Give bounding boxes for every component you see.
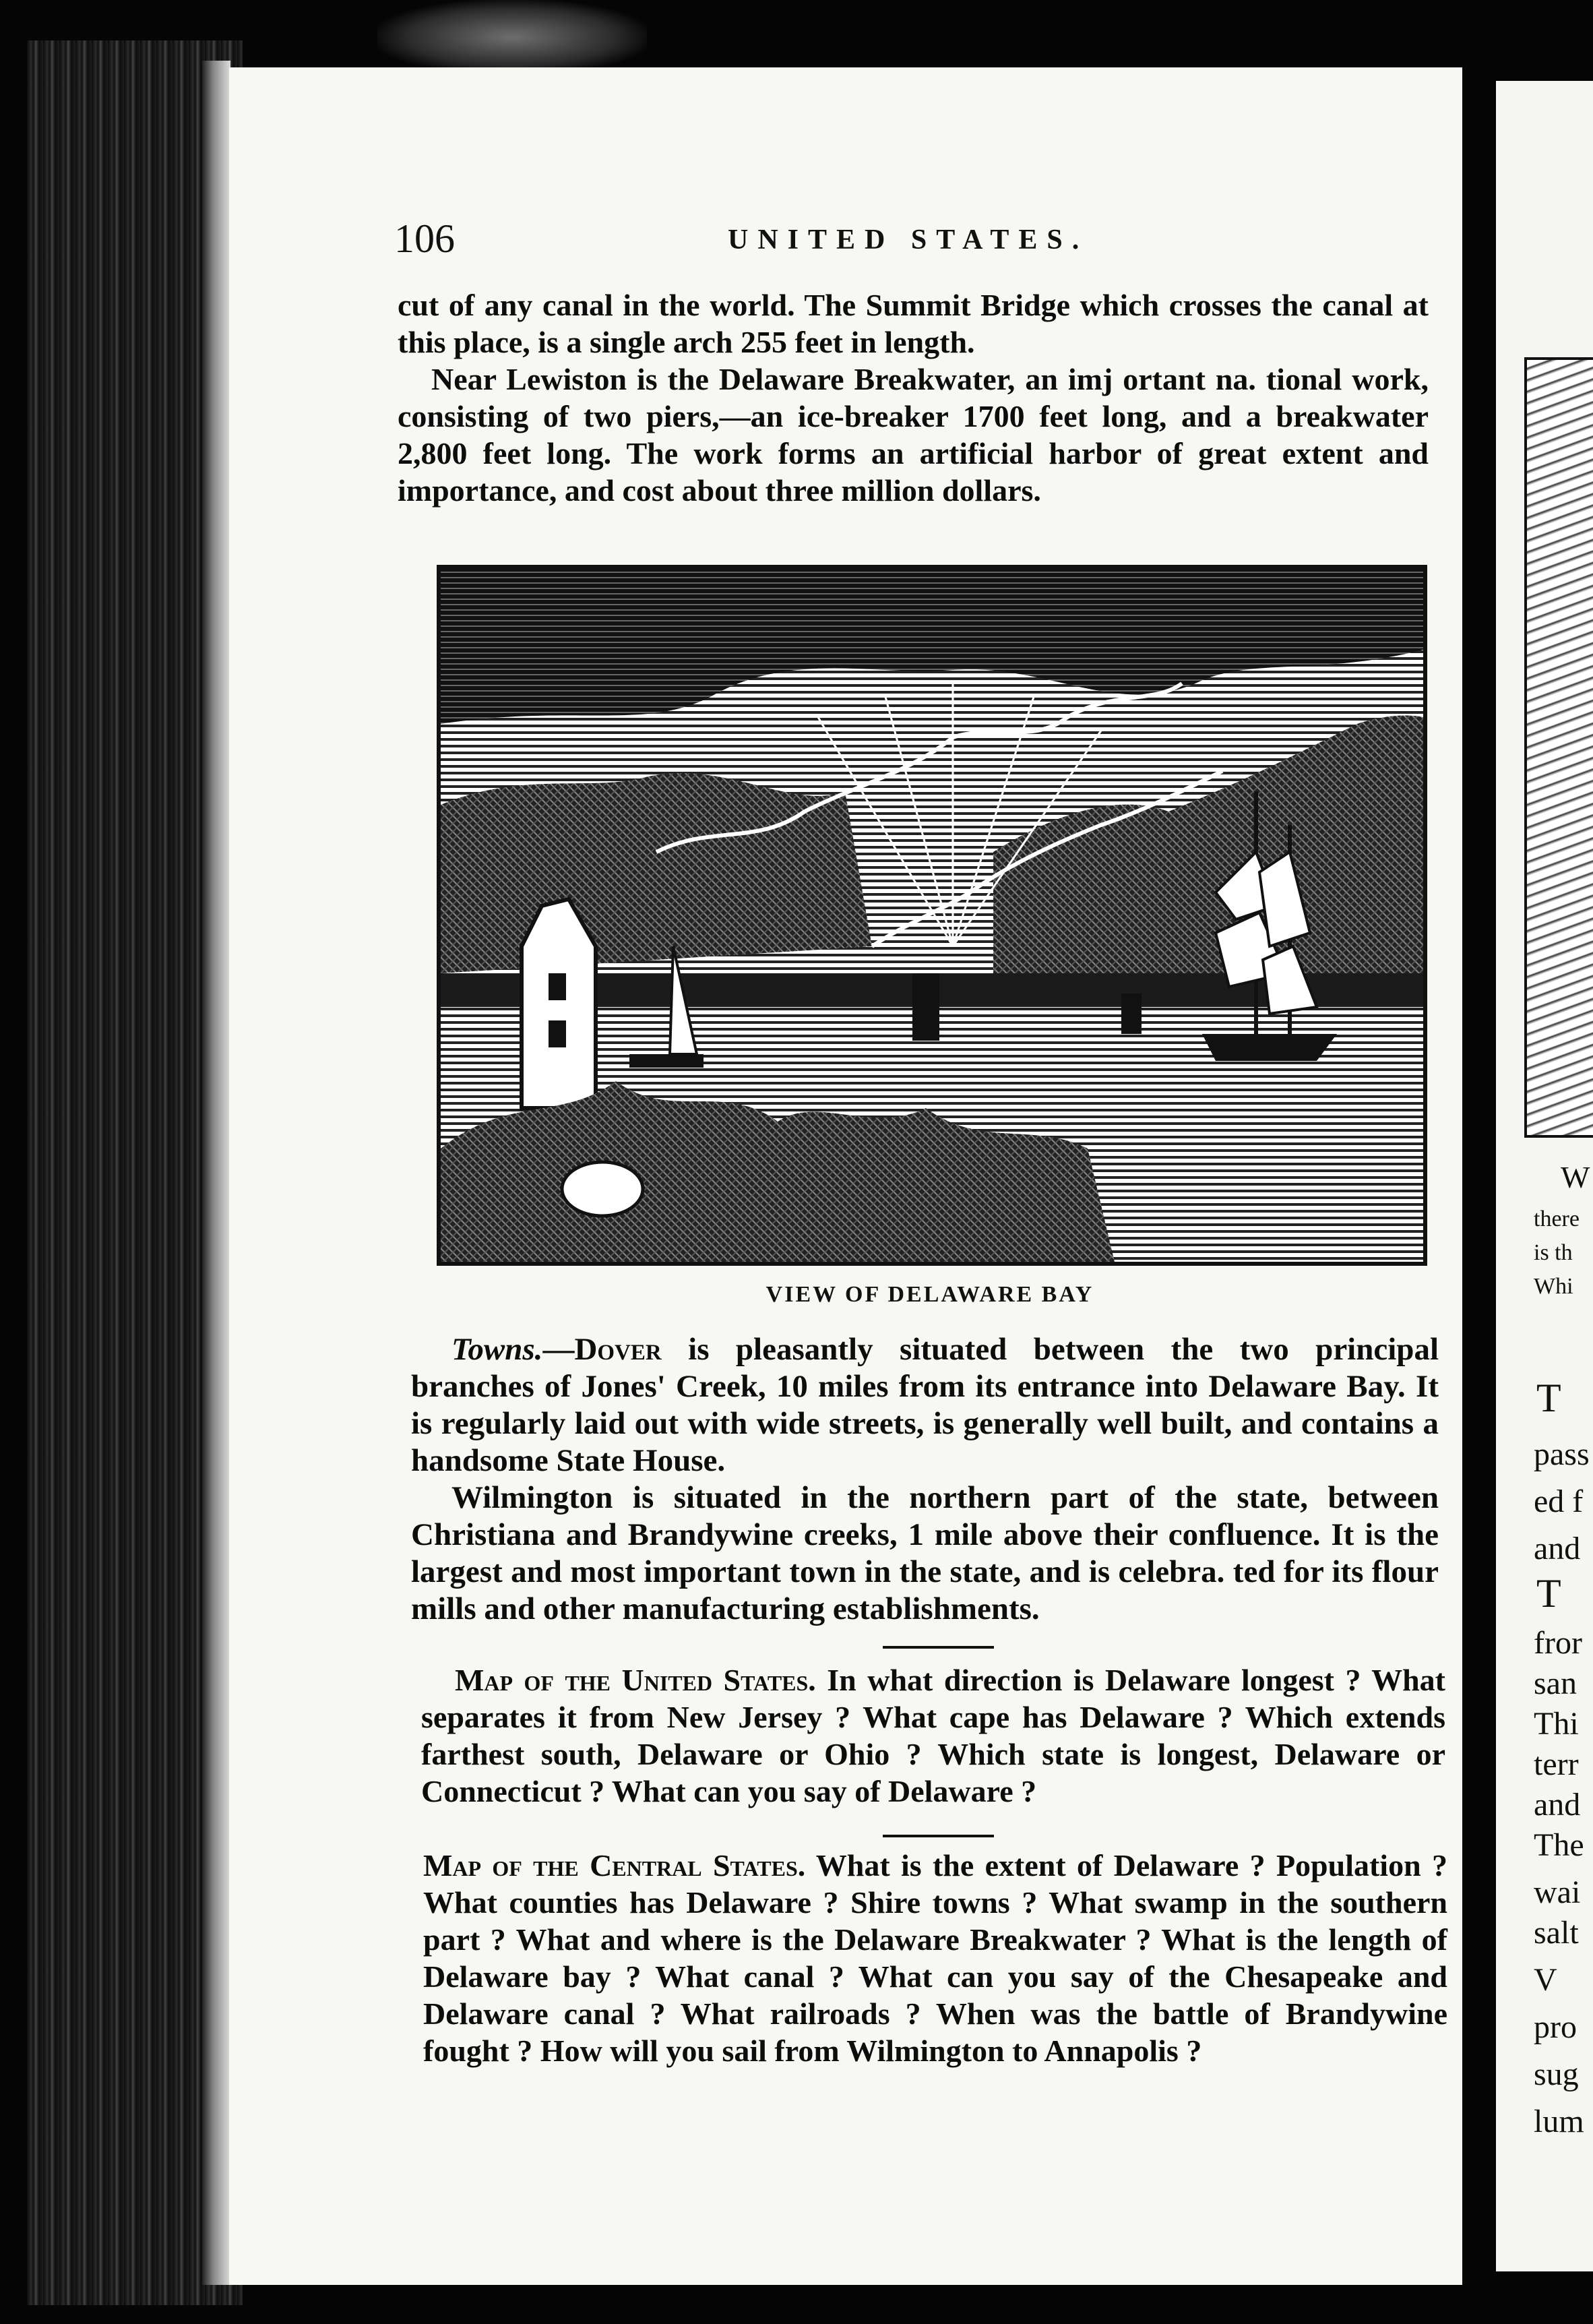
lighthouse-building [522, 899, 596, 1108]
running-title: UNITED STATES. [728, 224, 1089, 255]
paragraph-dover: Towns.—Dover is pleasantly situated between the two principal branches of Jones' Creek, 10 miles from its entrance into Delaware Bay. It is regularly laid out with wide streets, is generally well built, and contains a handsome State House. [411, 1332, 1439, 1478]
questions-map-united-states [421, 1661, 1445, 1810]
paragraph-text: cut of any canal in the world. The Summit Bridge which crosses the canal at this place, is a single arch 255 feet in length. [398, 288, 1429, 359]
facing-text-fragment: salt [1534, 1915, 1579, 1951]
question-heading: Map of the United States. [455, 1663, 816, 1697]
page-edge-highlight [202, 61, 230, 2285]
facing-page [1496, 81, 1593, 2271]
facing-text-fragment: sug [1534, 2056, 1579, 2092]
paragraph-canal-continued [398, 286, 1429, 361]
facing-text-fragment: there [1534, 1206, 1580, 1231]
facing-text-fragment: fror [1534, 1625, 1582, 1661]
distant-ship [912, 973, 939, 1041]
question-paragraph [421, 1661, 1445, 1810]
question-heading: Map of the Central States. [423, 1848, 806, 1883]
facing-text-fragment: ed f [1534, 1484, 1584, 1519]
facing-page-illustration [1524, 357, 1593, 1138]
engraving-delaware-bay [437, 565, 1427, 1266]
paragraph-wilmington: Wilmington is situated in the northern part of the state, between Christiana and Brandywine creeks, 1 mile above their confluence. It is the largest and most important town in the state, and is celebra. ted for its flour mills and other manufacturing establishments. [411, 1480, 1439, 1626]
facing-text-fragment: wai [1534, 1874, 1581, 1910]
distant-ship [1121, 993, 1142, 1034]
facing-text-fragment: T [1536, 1571, 1561, 1616]
facing-text-fragment: lum [1534, 2104, 1584, 2139]
facing-text-fragment: pass [1534, 1436, 1590, 1472]
towns-label: Towns. [451, 1332, 543, 1367]
facing-text-fragment: is th [1534, 1240, 1573, 1265]
question-text: What is the extent of Delaware ? Population ? What counties has Delaware ? Shire towns ? What swamp in the southern part ? What and where is the Delaware Breakwater ? What is the length of Delaware bay ? What canal ? What can you say of the Chesapeake and Delaware canal ? What railroads ? When was the battle of Brandywine fought ? How will you sail from Wilmington to Annapolis ? [423, 1848, 1447, 2068]
facing-text-fragment: Whi [1534, 1274, 1573, 1299]
facing-text-fragment: T [1536, 1376, 1561, 1420]
facing-text-fragment: Thi [1534, 1706, 1579, 1742]
facing-text-fragment: and [1534, 1531, 1581, 1566]
ink-smudge [377, 0, 647, 74]
facing-text-fragment: W [1561, 1160, 1590, 1194]
question-paragraph [423, 1847, 1447, 2069]
left-hill [441, 773, 872, 973]
illustration-caption: VIEW OF DELAWARE BAY [766, 1282, 1094, 1307]
paragraph-breakwater [398, 361, 1429, 509]
engraving-picture [441, 569, 1423, 1262]
dover-name: Dover [574, 1332, 662, 1367]
facing-text-fragment: terr [1534, 1746, 1579, 1782]
facing-text-fragment: and [1534, 1787, 1581, 1823]
facing-text-fragment: The [1534, 1827, 1584, 1863]
dover-text: is pleasantly situated between the two principal branches of Jones' Creek, 10 miles from its entrance into Delaware Bay. It is regularly laid out with wide streets, is generally well built, and contains a handsome State House. [411, 1332, 1439, 1478]
paragraph-text: Near Lewiston is the Delaware Breakwater, an imj ortant na. tional work, consisting of two piers,—an ice-breaker 1700 feet long, and a breakwater 2,800 feet long. The work forms an artificial harbor of great extent and importance, and cost about three million dollars. [398, 362, 1429, 508]
section-divider [883, 1646, 994, 1649]
page-header [394, 216, 1439, 270]
page-number: 106 [394, 216, 455, 261]
facing-text-fragment: pro [1534, 2009, 1577, 2045]
question-text: In what direction is Delaware longest ? What separates it from New Jersey ? What cape has Delaware ? Which extends farthest south, Delaware or Ohio ? Which state is longest, Delaware or Connecticut ? What can you say of Delaware ? [421, 1663, 1445, 1808]
facing-text-fragment: V [1534, 1962, 1557, 1998]
section-divider [883, 1835, 994, 1837]
facing-text-fragment: san [1534, 1665, 1577, 1701]
foreground-rock [562, 1162, 643, 1216]
questions-map-central-states [423, 1847, 1447, 2069]
towns-section [411, 1331, 1439, 1628]
